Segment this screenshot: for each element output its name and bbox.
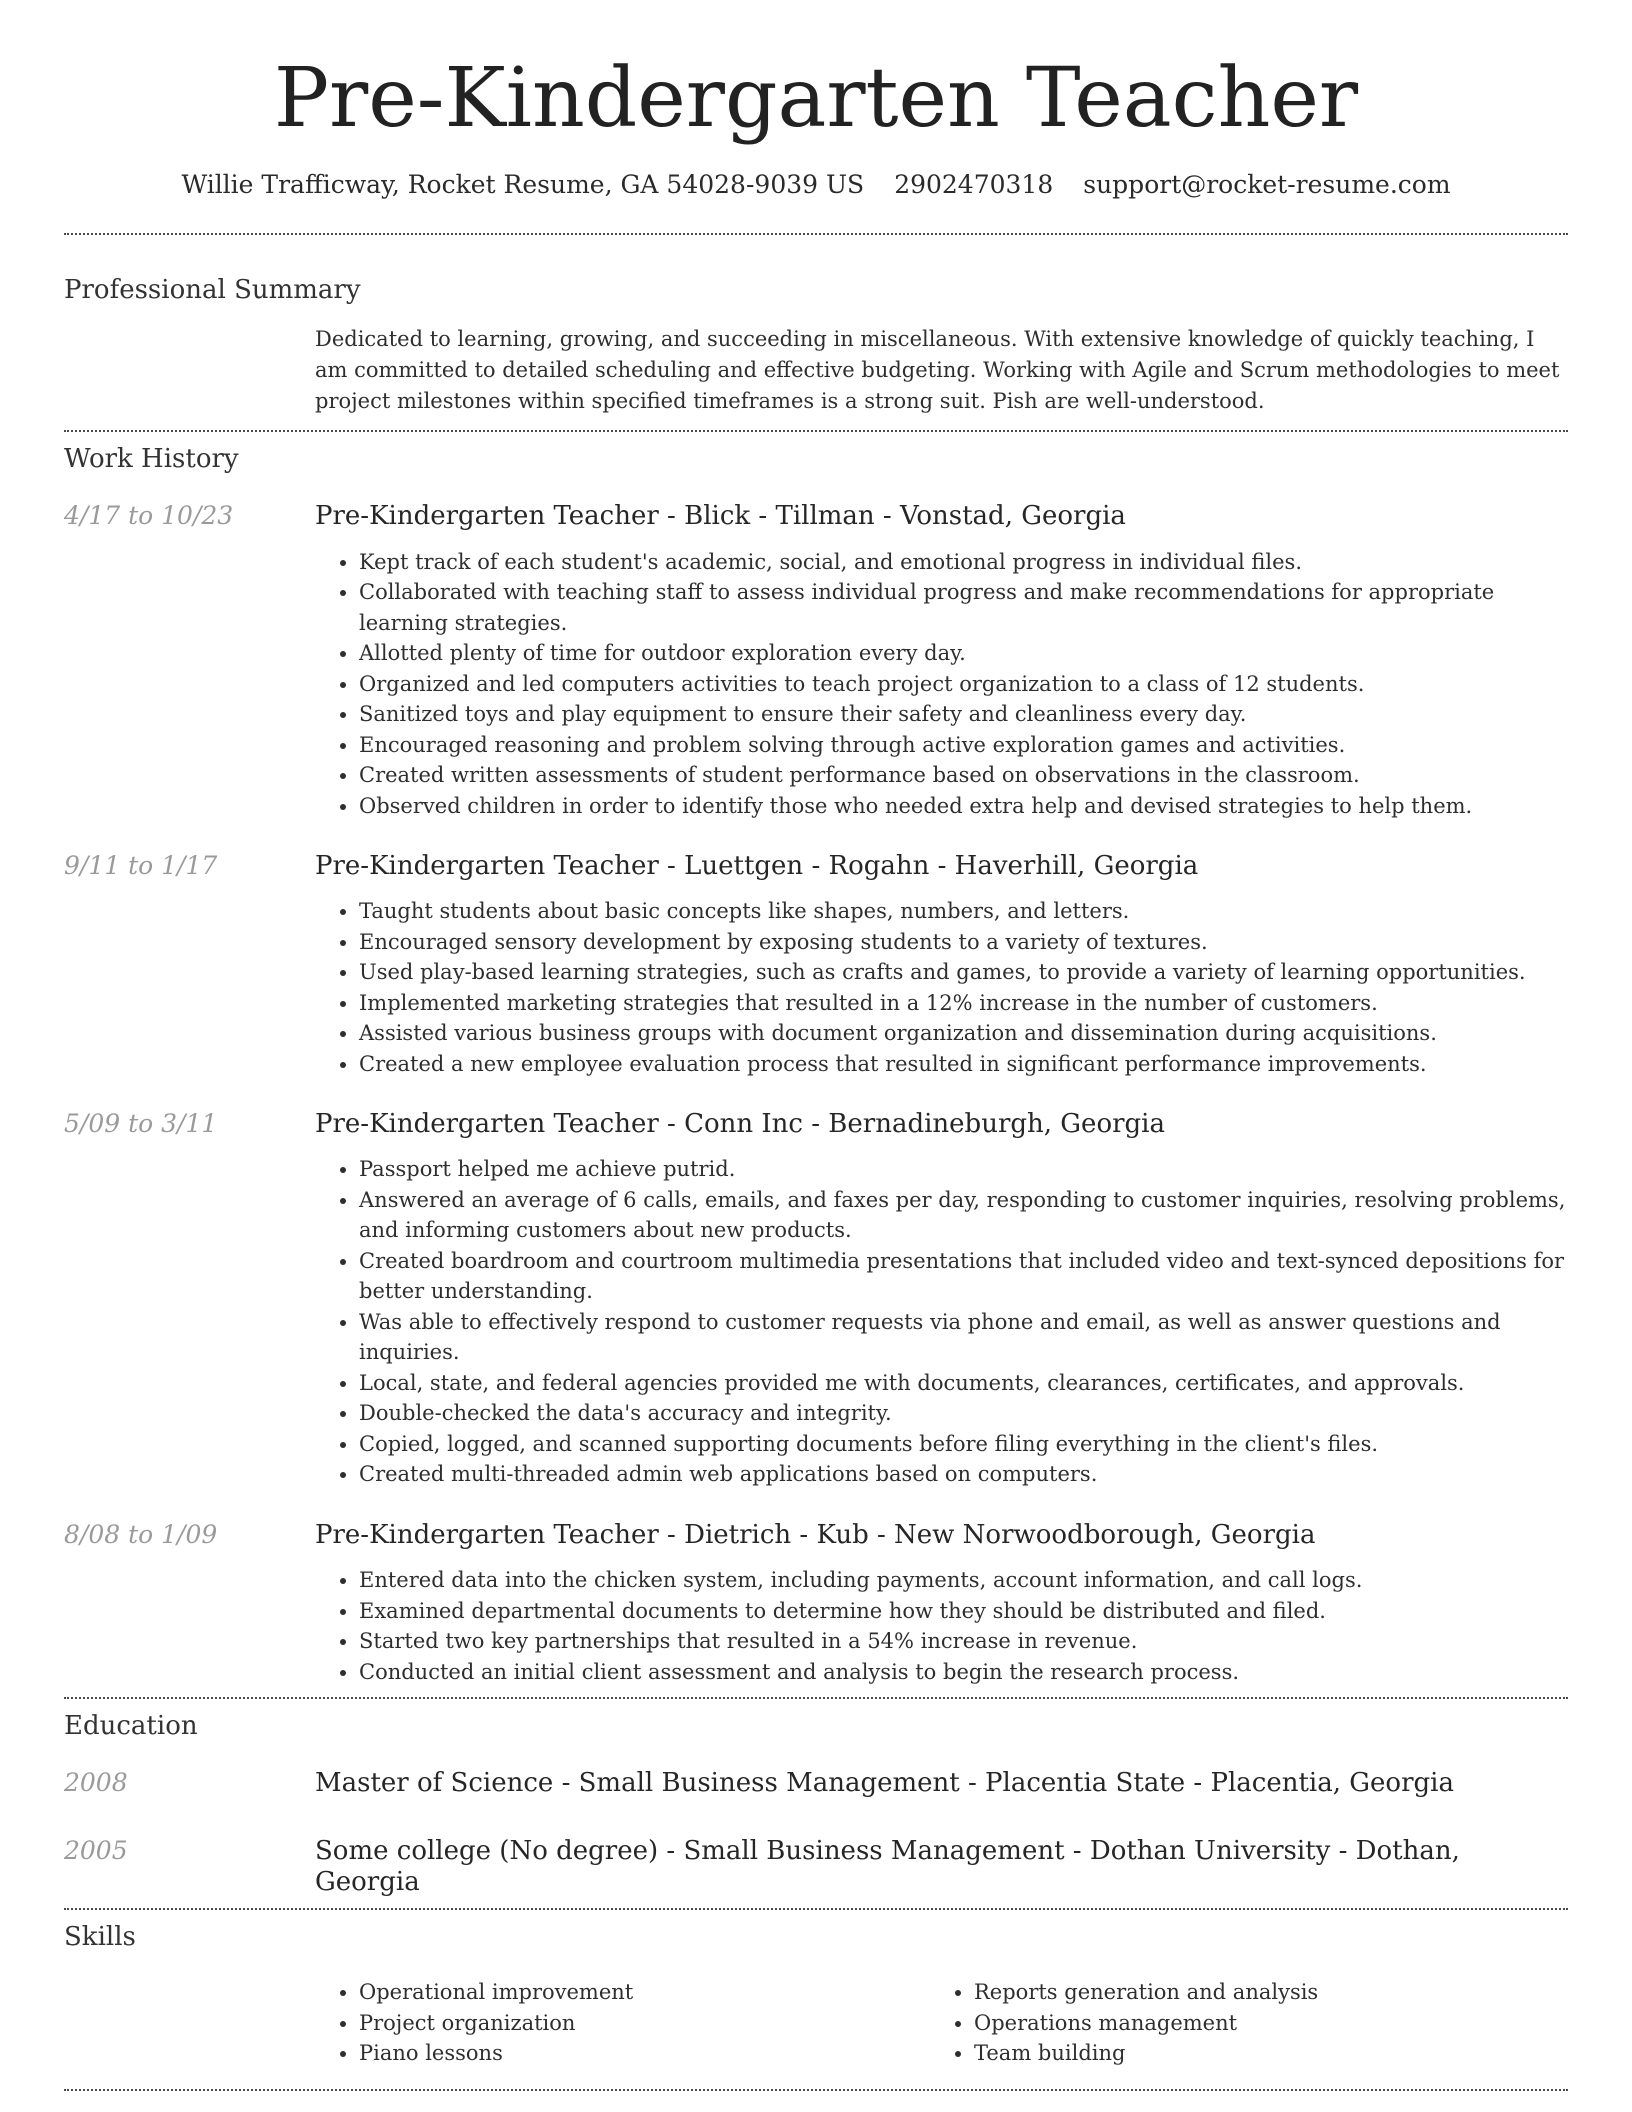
job-entry <box>64 1109 1568 1490</box>
section-divider <box>64 430 1568 432</box>
skill-item: • Project organization <box>359 2008 930 2039</box>
contact-address: Willie Trafficway, Rocket Resume, GA 54028-9039 US <box>181 170 865 199</box>
job-bullet: • Was able to effectively respond to customer requests via phone and email, as well as answer questions and inquiries. <box>359 1307 1568 1368</box>
job-bullet: • Created a new employee evaluation process that resulted in significant performance improvements. <box>359 1049 1568 1080</box>
job-bullet: • Passport helped me achieve putrid. <box>359 1154 1568 1185</box>
job-bullet: • Entered data into the chicken system, including payments, account information, and call logs. <box>359 1565 1568 1596</box>
job-bullet: • Started two key partnerships that resulted in a 54% increase in revenue. <box>359 1626 1568 1657</box>
job-title: Pre-Kindergarten Teacher - Blick - Tillman - Vonstad, Georgia <box>315 501 1126 532</box>
job-bullet: • Copied, logged, and scanned supporting documents before filing everything in the client's files. <box>359 1429 1568 1460</box>
summary-heading: Professional Summary <box>64 275 361 305</box>
job-bullet: • Organized and led computers activities to teach project organization to a class of 12 students. <box>359 669 1568 700</box>
resume-name: Pre-Kindergarten Teacher <box>273 51 1359 146</box>
job-bullets <box>315 547 1568 822</box>
skills-list-left <box>315 1977 930 2069</box>
education-title: Master of Science - Small Business Management - Placentia State - Placentia, Georgia <box>315 1768 1454 1799</box>
header-divider <box>64 233 1568 235</box>
job-bullet: • Used play-based learning strategies, such as crafts and games, to provide a variety of learning opportunities. <box>359 957 1568 988</box>
education-section <box>64 1711 1568 1898</box>
skill-item: • Operational improvement <box>359 1977 930 2008</box>
summary-section <box>64 275 1568 417</box>
skill-item: • Reports generation and analysis <box>974 1977 1430 2008</box>
contact-line <box>64 170 1568 200</box>
job-entry <box>64 1520 1568 1687</box>
job-dates: 5/09 to 3/11 <box>64 1109 218 1139</box>
job-title: Pre-Kindergarten Teacher - Luettgen - Rogahn - Haverhill, Georgia <box>315 851 1199 882</box>
education-entry <box>64 1768 1568 1799</box>
education-year: 2008 <box>64 1768 128 1798</box>
section-divider <box>64 1908 1568 1910</box>
work-history-heading: Work History <box>64 444 239 475</box>
skills-section <box>64 1922 1568 2069</box>
contact-phone: 2902470318 <box>894 170 1054 199</box>
job-bullet: • Local, state, and federal agencies provided me with documents, clearances, certificates, and approvals. <box>359 1368 1568 1399</box>
summary-text: Dedicated to learning, growing, and succeeding in miscellaneous. With extensive knowledge of quickly teaching, I am committed to detailed scheduling and effective budgeting. Working with Agile and Scrum methodologies to meet project milestones within specified timeframes is a strong suit. Pish are well-understood. <box>315 327 1560 414</box>
education-heading: Education <box>64 1711 198 1742</box>
job-bullet: • Encouraged sensory development by exposing students to a variety of textures. <box>359 927 1568 958</box>
education-year: 2005 <box>64 1835 128 1865</box>
skills-list-right <box>930 1977 1430 2069</box>
job-bullet: • Sanitized toys and play equipment to ensure their safety and cleanliness every day. <box>359 699 1568 730</box>
skills-heading: Skills <box>64 1921 136 1952</box>
job-title: Pre-Kindergarten Teacher - Dietrich - Kub - New Norwoodborough, Georgia <box>315 1519 1316 1550</box>
education-entry <box>64 1836 1568 1898</box>
job-bullet: • Answered an average of 6 calls, emails, and faxes per day, responding to customer inquiries, resolving problems, and informing customers about new products. <box>359 1185 1568 1246</box>
job-bullet: • Kept track of each student's academic, social, and emotional progress in individual files. <box>359 547 1568 578</box>
job-bullet: • Conducted an initial client assessment and analysis to begin the research process. <box>359 1657 1568 1688</box>
job-bullet: • Allotted plenty of time for outdoor exploration every day. <box>359 638 1568 669</box>
job-bullet: • Created written assessments of student performance based on observations in the classroom. <box>359 760 1568 791</box>
job-bullets <box>315 1565 1568 1687</box>
job-bullet: • Collaborated with teaching staff to assess individual progress and make recommendations for appropriate learning strategies. <box>359 577 1568 638</box>
job-bullet: • Taught students about basic concepts like shapes, numbers, and letters. <box>359 896 1568 927</box>
skill-item: • Operations management <box>974 2008 1430 2039</box>
contact-email: support@rocket-resume.com <box>1083 170 1451 199</box>
job-bullet: • Observed children in order to identify those who needed extra help and devised strategies to help them. <box>359 791 1568 822</box>
job-bullets <box>315 896 1568 1079</box>
job-bullet: • Created multi-threaded admin web applications based on computers. <box>359 1459 1568 1490</box>
job-entry <box>64 851 1568 1079</box>
skills-grid <box>315 1977 1568 2069</box>
job-bullet: • Encouraged reasoning and problem solving through active exploration games and activities. <box>359 730 1568 761</box>
section-divider <box>64 2089 1568 2091</box>
work-history-section <box>64 444 1568 1687</box>
job-bullet: • Examined departmental documents to determine how they should be distributed and filed. <box>359 1596 1568 1627</box>
job-bullet: • Created boardroom and courtroom multimedia presentations that included video and text-synced depositions for better understanding. <box>359 1246 1568 1307</box>
job-entry <box>64 501 1568 821</box>
education-title: Some college (No degree) - Small Business Management - Dothan University - Dothan, Georgia <box>315 1835 1460 1897</box>
job-dates: 9/11 to 1/17 <box>64 851 218 881</box>
job-bullet: • Assisted various business groups with document organization and dissemination during acquisitions. <box>359 1018 1568 1049</box>
job-dates: 8/08 to 1/09 <box>64 1519 218 1549</box>
job-title: Pre-Kindergarten Teacher - Conn Inc - Bernadineburgh, Georgia <box>315 1109 1165 1140</box>
skill-item: • Piano lessons <box>359 2038 930 2069</box>
skill-item: • Team building <box>974 2038 1430 2069</box>
job-bullets <box>315 1154 1568 1490</box>
job-bullet: • Implemented marketing strategies that resulted in a 12% increase in the number of customers. <box>359 988 1568 1019</box>
job-dates: 4/17 to 10/23 <box>64 501 234 531</box>
job-bullet: • Double-checked the data's accuracy and integrity. <box>359 1398 1568 1429</box>
section-divider <box>64 1697 1568 1699</box>
